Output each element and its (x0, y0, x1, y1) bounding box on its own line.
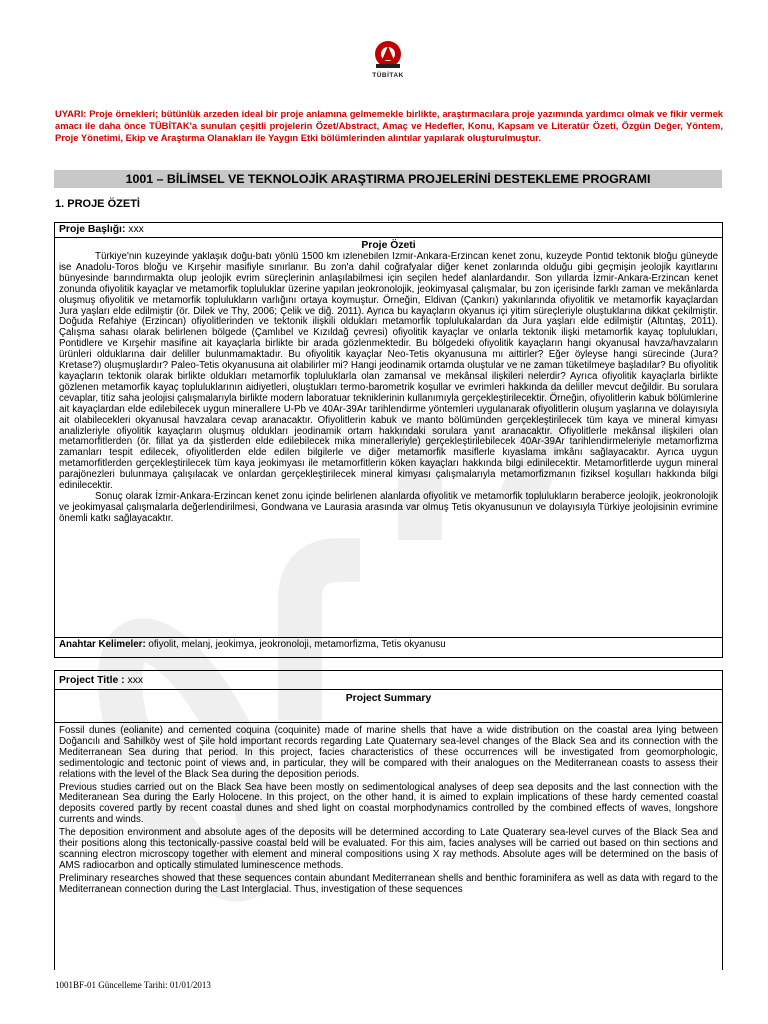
english-paragraph: Fossil dunes (eolianite) and cemented coquina (coquinite) made of marine shells that have a wide distribution on the coastal area lying between Doğancılı and Sahilköy west of Şile hold important records regarding Late Quaternary sea-level changes of the Black Sea and its connection with the Mediterranean Sea during that period. In this project, facies characteristics of these occurrences will be investigated from geomorphologic, sedimentologic and tectonic point of views and, in particular, they will be compared with their analogues on the Mediterranean coasts to assess their relations with the level of the Black Sea during the deposition periods. (59, 725, 718, 780)
turkish-title-row (55, 223, 722, 238)
turkish-summary-box (54, 222, 723, 658)
turkish-paragraph: Sonuç olarak İzmir-Ankara-Erzincan kenet zonu içinde belirlenen alanlarda ofiyolitik ve metamorfik toplulukların beraberce jeolojik, jeokronolojik ve jeokimyasal çalışmalarla değerlendirilmesi, Gondwana ve Laurasia arasında var olmuş Tetis okyanusunun ve dolayısıyla Türkiye jeolojisinin evrimine önemli katkı sağlayacaktır. (59, 490, 718, 524)
english-paragraph: Previous studies carried out on the Black Sea have been mostly on sedimentological analyses of deep sea deposits and the last connection with the Mediteranean Sea during the Early Holocene. In this project, on the other hand, it is aimed to explain implications of these hardy cemented coastal deposits covered partly by recent coastal dunes and shed light on coastal morphodynamics controlled by the combined effects of waves, longshore currents and winds. (59, 781, 718, 826)
keywords-label: Anahtar Kelimeler: (59, 639, 146, 650)
section-heading: 1. PROJE ÖZETİ (55, 198, 140, 210)
english-title-row (55, 671, 722, 690)
title-label: Proje Başlığı: (59, 224, 126, 235)
title-value: xxx (125, 224, 144, 235)
program-title: 1001 – BİLİMSEL VE TEKNOLOJİK ARAŞTIRMA PROJELERİNİ DESTEKLEME PROGRAMI (54, 170, 722, 188)
keywords-value: ofiyolit, melanj, jeokimya, jeokronoloji, metamorfizma, Tetis okyanusu (145, 639, 446, 650)
turkish-summary-body (55, 252, 722, 637)
title-value: xxx (124, 675, 144, 686)
english-summary-body (55, 723, 722, 972)
summary-heading: Proje Özeti (361, 240, 416, 251)
footer-text: 1001BF-01 Güncelleme Tarihi: 01/01/2013 (55, 980, 211, 990)
title-label: Project Title : (59, 675, 125, 686)
english-paragraph: The deposition environment and absolute ages of the deposits will be determined according to Late Quaterary sea-level curves of the Black Sea and their positions along this tectonically-passive coastal beld will be evaluated. For this aim, facies analyses will be carried out based on thin sections and scanning electron microscopy together with element and mineral compositions using X ray methods. Absolute ages will be determined on the basis of AMS radiocarbon and optically stimulated luminescence methods. (59, 827, 718, 871)
turkish-paragraph: Türkiye'nin kuzeyinde yaklaşık doğu-batı yönlü 1500 km izlenebilen İzmir-Ankara-Erzincan kenet zonu, kuzeyde Pontid tektonik bloğu güneyde ise Anadolu-Toros bloğu ve Kırşehir masifiyle sınırlanır. Bu zon'a dahil coğrafyalar diğer kenet zonlarında olduğu gibi geçmişin jeolojik kayıtlarını bünyesinde barındırmakta olup jeolojik evrim süreçlerinin anlaşılabilmesi için seçilen hedef alanlardandır. Son yıllarda İzmir-Ankara-Erzincan kenet zonunda ofiyolitik kayaçlar ve metamorfik topluluklar üzerine yapılan jeokronolojik, jeokimyasal çalışmalar, bu zon içerisinde farklı zaman ve mekânlarda oluşmuş ofiyolitik ve metamorfik toplulukların varlığını ortaya koymuştur. Örneğin, Eldivan (Çankırı) yakınlarında ofiyolitik ve metamorfik kayaçlardan Jura yaşları elde edilmiştir (ör. Dilek ve Thy, 2006; Çelik ve diğ. 2011). Ayrıca bu kayaçların okyanus içi yitim süreçleriyle oluştuklarına dikkat çekilmiştir. Doğuda Refahiye (Erzincan) ofiyolitlerinden ve tektonik ilişkili oldukları metamorfik toplulukalardan da Jura yaşları elde edilmiştir (Altıntaş, 2011). Çalışma sahası olarak belirlenen bölgede (Çamlıbel ve Kızıldağ çevresi) ofiyolitik kayaçlar ve onlarla tektonik ilişki metamorfik kayaç toplulukları, Pontidlere ve Kırşehir masifine ait kayaçlarla birlikte bir arada gözlenmektedir. Bu bölgedeki ofiyolitik kayaçların hangi okyanusal havza/havzaların ürünleri olduklarına dair deliller bulunmamaktadır. Bu ofiyolitik kayaçlar Neo-Tetis okyanusuna mı aittirler? Eğer öyleyse hangi sürecinde (Jura? Kretase?) oluşmuşlardır? Paleo-Tetis okyanusuna ait olabilirler mi? Hangi jeodinamik ortamda oluştular ve ne zaman tüketilmeye başladılar? Bu ofiyolitik kayaçların tektonik olarak birlikte oldukları metamorfik topluluklarla olan zamansal ve mekânsal ilişkileri nelerdir? Ayrıca ofiyolitik kayaçlarla birlikte gözlenen metamorfik kayaç topluluklarının aidiyetleri, oluştukları termo-barometrik koşullar ve evrimleri hakkında da deliller mevcut değildir. Bu sorulara cevaplar, titiz saha jeolojisi çalışmalarıyla birlikte modern laboratuar tekniklerinin kullanımıyla gerçekleştirilecektir. Örneğin, ofiyolitlerin kabuk bölümlerine ait kayaçlardan elde edilebilecek uygun minerallere U-Pb ve 40Ar-39Ar tarihlendirme yöntemleri uygulanarak ofiyolitlerin oluşum yaşlarına ve dolayısıyla ait olabilecekleri okyanusal havzalara cevap aranacaktır. Ofiyolitlerin kabuk ve manto bölümünden gerçekleştirilecek tüm kaya ve mineral kimyası analizleriyle ofiyolitik kayaçların oluşmuş oldukları jeodinamik ortam hakkındaki sorulara yanıt aranacaktır. Ofiyolitlerle mekânsal ilişkileri olan metamorfitlerden (ör. fillat ya da şistlerden elde edilebilecek mika mineralleriyle) gerçekleştirilebilecek 40Ar-39Ar tarihlendirmeleriyle metamorfizma zamanları tespit edilecek, ofiyolitlerden elde edilen bilgilerle ve diğer metamorfik masiflerle kıyaslama imkânı sağlayacaktır. Ayrıca uygun metamorfitlerden gerçekleştirilecek tüm kaya jeokimyası ile metamorfitlerin köken kayaçları hakkında bilgi edinilecektir. Metamorfitlerde uygun mineral parajönezleri bulunmaya çalışılacak ve onlardan gerçekleştirilecek mineral kimyası çalışmalarıyla metamorfizmanın fiziksel koşulları hakkında bilgi edinilecektir. (59, 252, 718, 492)
logo-text: TÜBİTAK (372, 72, 404, 79)
english-paragraph: Preliminary researches showed that these sequences contain abundant Mediterranean shells and benthic foraminifera as well as data with regard to the Mediterranean connection during the Last Interglacial. Thus, investigation of these sequences (59, 872, 718, 895)
tubitak-logo-icon (368, 40, 408, 86)
warning-text: UYARI: Proje örnekleri; bütünlük arzeden ideal bir proje anlamına gelmemekle birlikte, araştırmacılara proje yazımında yardımcı olmak ve fikir vermek amacı ile daha önce TÜBİTAK'a sunulan çeşitli projelerin Özet/Abstract, Amaç ve Hedefler, Konu, Kapsam ve Literatür Özeti, Özgün Değer, Yöntem, Proje Yönetimi, Ekip ve Araştırma Olanakları ile Yaygın Etki bölümlerinden alıntılar yapılarak oluşturulmuştur. (55, 108, 723, 143)
english-summary-box (54, 670, 723, 970)
summary-heading: Project Summary (55, 690, 722, 723)
keywords-row (55, 637, 722, 651)
